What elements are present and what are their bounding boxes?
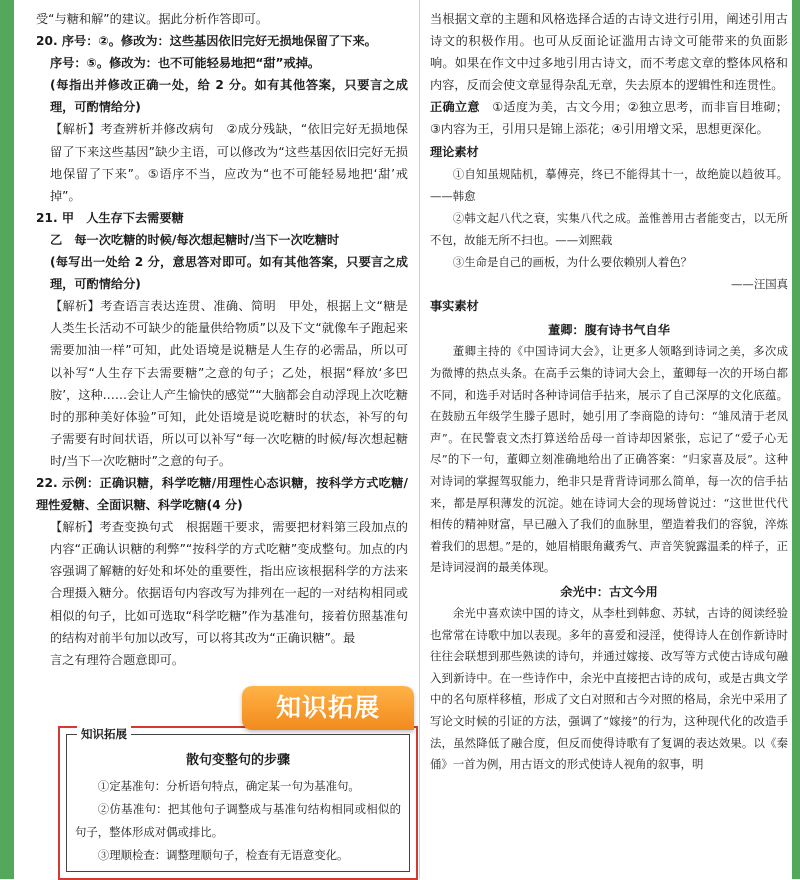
paragraph: 受“与糖和解”的建议。据此分析作答即可。 xyxy=(36,12,269,26)
knowledge-extension-box xyxy=(58,726,418,880)
theory-quote-2: ②韩文起八代之衰，实集八代之成。盖惟善用古者能变古，以无所不包，故能无所不扫也。——刘熙载 xyxy=(430,210,788,247)
knowledge-extension-label: 知识拓展 xyxy=(77,726,131,742)
extension-step-2: ②仿基准句：把其他句子调整成与基准句结构相同或相似的句子，整体形成对偶或排比。 xyxy=(75,802,401,839)
extension-step-1: ①定基准句：分析语句特点，确定某一句为基准句。 xyxy=(97,779,360,793)
analysis-20: 【解析】考查辨析并修改病句 ②成分残缺，“依旧完好无损地保留了下来这些基因”缺少主语，可以修改为“这些基因依旧完好无损地保留了下来”。⑤语序不当，应改为“也不可能轻易地把‘甜’戒掉”。 xyxy=(50,122,408,203)
right-column xyxy=(430,8,788,776)
fact-1-title: 董卿：腹有诗书气自华 xyxy=(548,323,670,338)
knowledge-extension-frame xyxy=(66,727,410,872)
analysis-22-end: 言之有理符合题意即可。 xyxy=(50,652,185,667)
fact-2-title: 余光中：古文今用 xyxy=(560,584,658,599)
answer-22: 22. 示例：正确识糖，科学吃糖/用理性心态识糖，按科学方式吃糖/理性爱糖、全面识糖、科学吃糖(4 分) xyxy=(36,475,408,513)
correct-theme-text: ①适度为美，古文今用；②独立思考，而非盲目堆砌；③内容为王，引用只是锦上添花；④引用增文采，思想更深化。 xyxy=(430,100,789,137)
theory-quote-1: ①自知虽规陆机，摹傅亮，终已不能得其十一，故绝旋以趋彼耳。——韩愈 xyxy=(430,166,788,203)
extension-step-3: ③理顺检查：调整理顺句子，检查有无语意变化。 xyxy=(97,848,349,862)
knowledge-extension-title: 散句变整句的步骤 xyxy=(185,753,290,768)
answer-21-line1: 21. 甲 人生存下去需要糖 xyxy=(36,210,184,225)
theory-quote-3: ③生命是自己的画板，为什么要依赖别人着色？ xyxy=(452,255,693,270)
fact-1-text: 董卿主持的《中国诗词大会》，让更多人领略到诗词之美，多次成为微博的热点头条。在高手云集的诗词大会上，董卿每一次的开场白都不同，和选手对话时各种诗词信手拈来，展示了自己深厚的文化底蕴。在鼓励五年级学生滕子恩时，她引用了李商隐的诗句：“雏凤清于老凤声”。在民警袁文杰打算送给岳母一首诗却因紧张，忘记了“爱子心无尽”的下一句，董卿立刻准确地给出了正确答案：“归家喜及辰”。这种对诗词的掌握驾驭能力，绝非只是背背诗词那么简单，每一次的信手拈来，都是厚积薄发的沉淀。她在诗词大会的现场曾说过：“这世世代代相传的精神财富，早已融入了我们的血脉里，塑造着我们的容貌，淬炼着我们的思想。”是的，她眉梢眼角藏秀气、声音笑貌露温柔的样子，正是诗词浸润的最美体现。 xyxy=(430,344,788,575)
analysis-22: 【解析】考查变换句式 根据题干要求，需要把材料第三段加点的内容“正确认识糖的利弊”“按科学的方式吃糖”变成整句。加点的内容强调了解糖的好处和坏处的重要性，指出应该根据科学的方法来合理摄入糖分。依据语句内容改写为排列在一起的一对结构相同或相似的句子，比如可选取“科学吃糖”作为基准句，接着仿照基准句的结构对前半句加以改写，可以将其改为“正确识糖”。最 xyxy=(50,520,408,645)
fact-2-text: 余光中喜欢读中国的诗文，从李杜到韩愈、苏轼，古诗的阅读经验也常常在诗歌中加以表现。多年的喜爱和浸淫，使得诗人在创作新诗时往往会联想到那些熟读的诗句，并通过嫁接、改写等方式使古诗成句融入到新诗中。在一些诗作中，余光中直接把古诗的成句，或是古典文学中的名句原样移植，形成了文白对照和古今对照的格局，余光中采用了写论文时候的引证的方法，强调了“嫁接”的行为，这种现代化的改造手法，虽然降低了融合度，但反而使得诗歌有了复调的表达效果。以《秦俑》一首为例，用古语文的形式使诗人视角的叙事，明 xyxy=(430,606,788,772)
correct-theme-heading: 正确立意 xyxy=(430,100,480,115)
knowledge-extension-banner: 知识拓展 xyxy=(242,686,414,730)
answer-21-line2: 乙 每一次吃糖的时候/每次想起糖时/当下一次吃糖时 xyxy=(50,232,340,247)
theory-heading: 理论素材 xyxy=(430,144,479,159)
document-page xyxy=(14,0,792,879)
knowledge-extension-body xyxy=(75,775,401,867)
page-frame-right xyxy=(792,0,800,879)
left-column xyxy=(36,8,408,671)
answer-21-scoring: (每写出一处给 2 分，意思答对即可。如有其他答案，只要言之成理，可酌情给分) xyxy=(50,255,408,292)
fact-heading: 事实素材 xyxy=(430,299,479,314)
theory-quote-3-author: ——汪国真 xyxy=(731,277,788,292)
column-divider xyxy=(419,0,420,879)
correct-theme xyxy=(430,96,788,140)
analysis-21: 【解析】考查语言表达连贯、准确、简明 甲处，根据上文“糖是人类生长活动不可缺少的能量供给物质”以及下文“就像车子跑起来需要加油一样”可知，此处语境是说糖是人生存的必需品，所以可以补写“人生存下去需要糖”之意的句子；乙处，根据“释放‘多巴胺’，这种……会让人产生愉快的感觉”“大脑都会自动浮现上次吃糖时的那种美好体验”可知，此处语境是说吃糖时的状态，补写的句子需要有时间状语，所以可以补写“每一次吃糖的时候/每次想起糖时/当下一次吃糖时”之意的句子。 xyxy=(50,299,408,468)
answer-20-line1: 20. 序号：②。修改为：这些基因依旧完好无损地保留了下来。 xyxy=(36,34,377,49)
answer-20-scoring: (每指出并修改正确一处，给 2 分。如有其他答案，只要言之成理，可酌情给分) xyxy=(50,78,408,115)
paragraph: 当根据文章的主题和风格选择合适的古诗文进行引用，阐述引用古诗文的积极作用。也可从反面论证滥用古诗文可能带来的负面影响。如果在作文中过多地引用古诗文，而不考虑文章的整体风格和内容，反而会使文章显得杂乱无章，失去原本的逻辑性和连贯性。 xyxy=(430,12,788,93)
answer-20-line2: 序号：⑤。修改为：也不可能轻易地把“甜”戒掉。 xyxy=(50,56,321,71)
page-frame-left xyxy=(0,0,14,879)
